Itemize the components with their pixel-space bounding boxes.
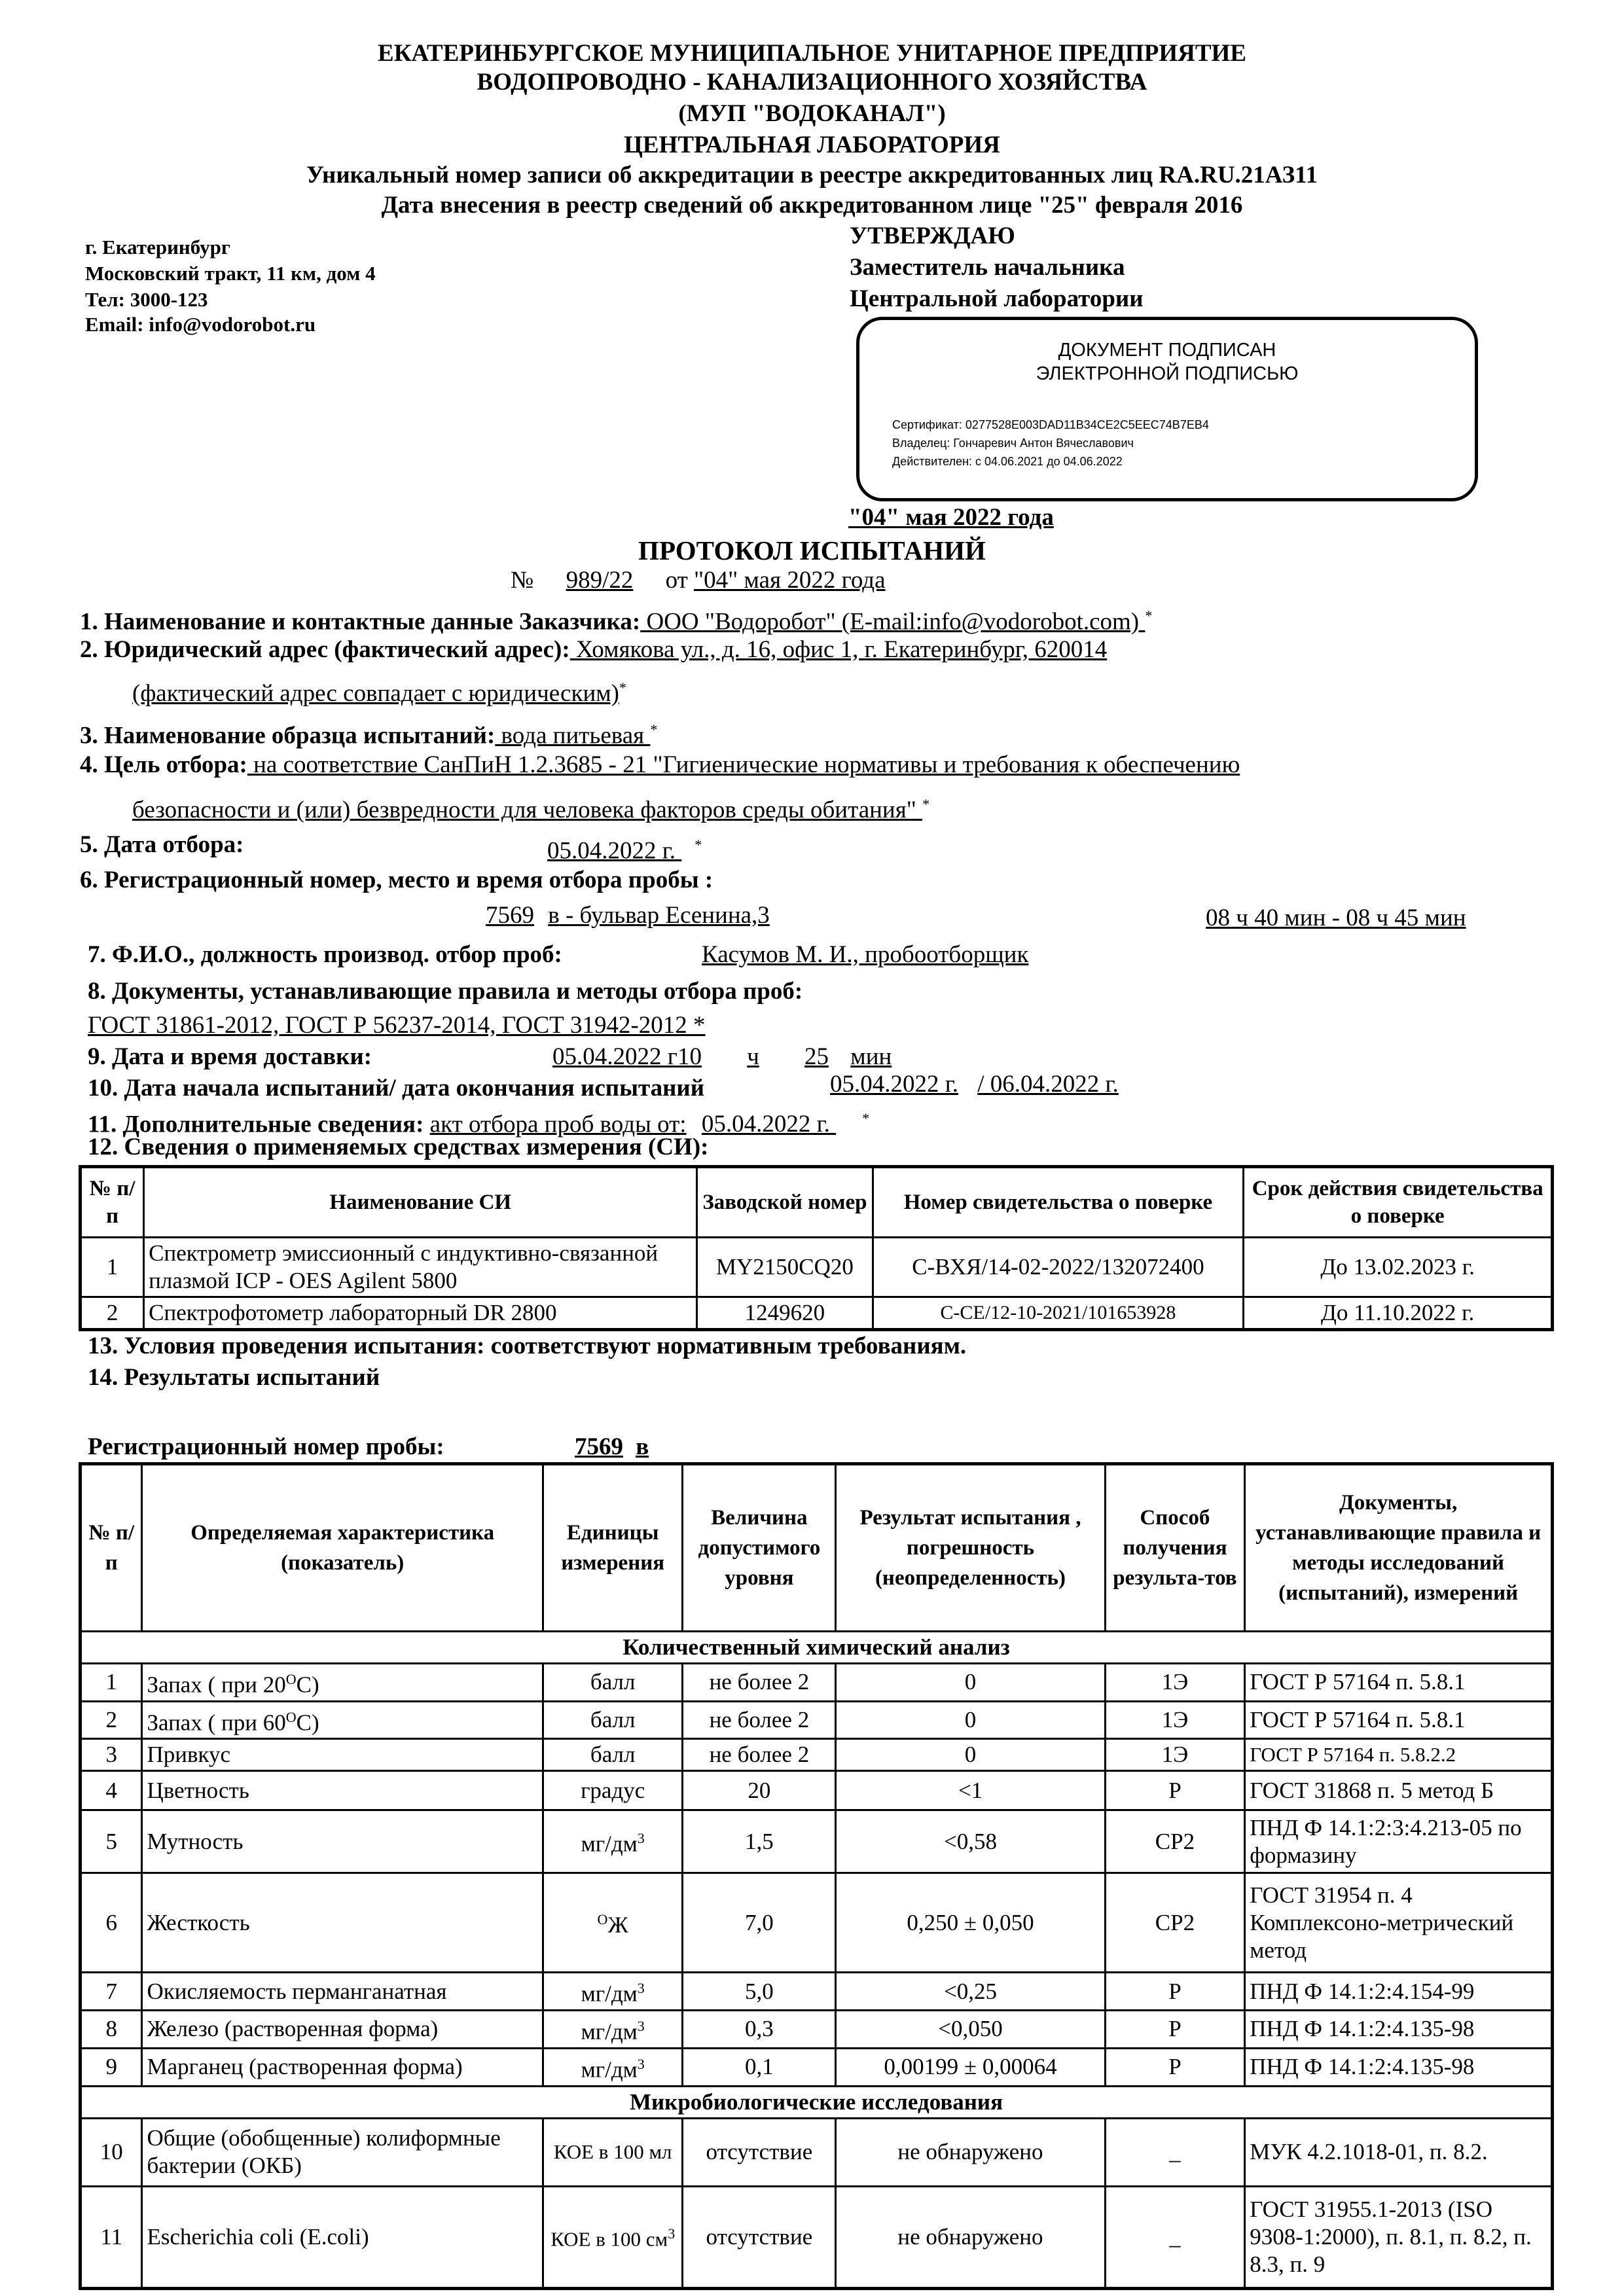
res-row-1-name-sup: О: [285, 1671, 297, 1687]
res-row-8-unit-sup: 3: [637, 2017, 645, 2034]
field-9-min: 25: [804, 1043, 829, 1070]
field-9-value: [552, 1042, 892, 1072]
field-9-h: ч: [747, 1043, 759, 1070]
res-header-n: № п/п: [81, 1464, 142, 1632]
res-row-6-n: 6: [81, 1873, 142, 1973]
field-10: [88, 1073, 704, 1103]
table-row: [81, 2010, 1553, 2048]
field-8-value-text: ГОСТ 31861-2012, ГОСТ Р 56237-2014, ГОСТ 31942-2012 *: [88, 1012, 706, 1039]
res-row-9-name: Марганец (растворенная форма): [142, 2048, 543, 2086]
res-row-6-limit: 7,0: [683, 1873, 836, 1973]
res-row-11-limit: отсутствие: [683, 2186, 836, 2288]
sample-number-line: [88, 1432, 649, 1462]
si-row-2-name: Спектрофотометр лабораторный DR 2800: [144, 1297, 697, 1330]
protocol-from-label: от: [665, 567, 688, 594]
res-row-7-n: 7: [81, 1973, 142, 2011]
field-6: [80, 865, 713, 895]
section-row: [81, 1632, 1553, 1664]
sample-label: Регистрационный номер пробы:: [88, 1433, 444, 1460]
si-row-2-serial: 1249620: [697, 1297, 873, 1330]
res-row-4-limit: 20: [683, 1771, 836, 1810]
field-11-date: 05.04.2022 г.: [701, 1111, 837, 1138]
protocol-no-label: №: [511, 567, 534, 594]
table-row: [81, 1739, 1553, 1771]
stamp-owner: Владелец: Гончаревич Антон Вячеславович: [892, 437, 1134, 450]
res-row-2-n: 2: [81, 1701, 142, 1739]
section-row: [81, 2086, 1553, 2118]
res-row-4-doc: ГОСТ 31868 п. 5 метод Б: [1245, 1771, 1553, 1810]
res-row-11-unit: [543, 2186, 683, 2288]
field-13: 13. Условия проведения испытания: соответствуют нормативным требованиям.: [88, 1333, 967, 1359]
res-row-8-unit-text: мг/дм: [581, 2018, 638, 2045]
field-2-asterisk: *: [619, 679, 626, 696]
res-row-4-result: <1: [836, 1771, 1105, 1810]
res-row-8-result: <0,050: [836, 2010, 1105, 2048]
res-row-7-limit: 5,0: [683, 1973, 836, 2011]
field-6-place: - бульвар Есенина,3: [559, 902, 770, 929]
field-1-value: ООО "Водоробот" (E-mail:info@vodorobot.com): [640, 608, 1146, 636]
field-1-asterisk: *: [1145, 607, 1153, 624]
res-row-7-name: Окисляемость перманганатная: [142, 1973, 543, 2011]
res-row-1-limit: не более 2: [683, 1664, 836, 1702]
table-row: [81, 1297, 1553, 1330]
res-row-3-limit: не более 2: [683, 1739, 836, 1771]
res-row-10-doc: МУК 4.2.1018-01, п. 8.2.: [1245, 2118, 1553, 2186]
res-row-2-unit: балл: [543, 1701, 683, 1739]
res-row-4-name: Цветность: [142, 1771, 543, 1810]
res-row-8-name: Железо (растворенная форма): [142, 2010, 543, 2048]
res-row-9-n: 9: [81, 2048, 142, 2086]
res-row-10-limit: отсутствие: [683, 2118, 836, 2186]
si-row-2-n: 2: [81, 1297, 144, 1330]
res-row-2-result: 0: [836, 1701, 1105, 1739]
field-10-value: [830, 1069, 1119, 1100]
address-phone: Тел: 3000-123: [85, 288, 208, 311]
field-4-value: на соответствие СанПиН 1.2.3685 - 21 "Гигиенические нормативы и требования к обеспечению: [247, 751, 1240, 778]
field-9-hour: 10: [677, 1043, 702, 1070]
res-row-2-name: [142, 1701, 543, 1739]
res-row-3-n: 3: [81, 1739, 142, 1771]
res-row-4-unit: градус: [543, 1771, 683, 1810]
res-header-result: Результат испытания , погрешность (неопределенность): [836, 1464, 1105, 1632]
field-2-note-text: (фактический адрес совпадает с юридическим): [132, 680, 619, 708]
res-row-10-result: не обнаружено: [836, 2118, 1105, 2186]
field-8-label: 8. Документы, устанавливающие правила и методы отбора проб:: [88, 978, 803, 1005]
field-8-value: [88, 1011, 706, 1041]
res-row-6-name: Жесткость: [142, 1873, 543, 1973]
table-row: [81, 1701, 1553, 1739]
res-row-5-unit-text: мг/дм: [581, 1831, 638, 1857]
res-row-11-n: 11: [81, 2186, 142, 2288]
res-row-11-unit-text: КОЕ в 100 см: [550, 2227, 668, 2251]
field-10-label: 10. Дата начала испытаний/ дата окончания испытаний: [88, 1075, 705, 1102]
res-row-5-doc: ПНД Ф 14.1:2:3:4.213-05 по формазину: [1245, 1810, 1553, 1873]
field-4-label: 4. Цель отбора:: [80, 751, 247, 778]
res-row-1-result: 0: [836, 1664, 1105, 1702]
si-table: [79, 1165, 1554, 1331]
field-3-asterisk: *: [650, 721, 658, 738]
section-micro: Микробиологические исследования: [81, 2086, 1553, 2118]
res-row-2-limit: не более 2: [683, 1701, 836, 1739]
res-row-5-limit: 1,5: [683, 1810, 836, 1873]
res-header-unit: Единицы измерения: [543, 1464, 683, 1632]
e-signature-stamp: [856, 317, 1478, 501]
table-row: [81, 1238, 1553, 1297]
res-row-1-unit: балл: [543, 1664, 683, 1702]
si-table-header: [81, 1167, 1553, 1238]
field-11-label: 11. Дополнительные сведения:: [88, 1111, 424, 1138]
field-5-label: 5. Дата отбора:: [80, 831, 244, 858]
protocol-date: "04" мая 2022 года: [694, 567, 886, 594]
results-table-header: [81, 1464, 1553, 1632]
table-row: [81, 1664, 1553, 1702]
si-header-name: Наименование СИ: [144, 1167, 697, 1238]
res-row-7-result: <0,25: [836, 1973, 1105, 2011]
res-row-1-doc: ГОСТ Р 57164 п. 5.8.1: [1245, 1664, 1553, 1702]
address-city: г. Екатеринбург: [85, 236, 230, 259]
si-row-1-cert: С-ВХЯ/14-02-2022/132072400: [873, 1238, 1244, 1297]
res-row-2-method: 1Э: [1105, 1701, 1245, 1739]
si-header-n: № п/п: [81, 1167, 144, 1238]
res-row-8-unit: [543, 2010, 683, 2048]
protocol-number: 989/22: [566, 567, 634, 594]
res-row-5-unit-sup: 3: [637, 1830, 645, 1847]
res-row-8-limit: 0,3: [683, 2010, 836, 2048]
res-row-5-unit: [543, 1810, 683, 1873]
si-row-1-n: 1: [81, 1238, 144, 1297]
field-9-m: мин: [850, 1043, 892, 1070]
res-row-9-unit: [543, 2048, 683, 2086]
res-row-3-doc: ГОСТ Р 57164 п. 5.8.2.2: [1245, 1739, 1553, 1771]
stamp-line-1: ДОКУМЕНТ ПОДПИСАН: [1058, 340, 1276, 361]
field-4: [80, 750, 1240, 780]
field-3: [80, 715, 657, 751]
table-row: [81, 2118, 1553, 2186]
res-row-6-unit-text: Ж: [607, 1912, 628, 1939]
res-row-8-doc: ПНД Ф 14.1:2:4.135-98: [1245, 2010, 1553, 2048]
res-row-4-n: 4: [81, 1771, 142, 1810]
protocol-number-line: [511, 565, 886, 596]
org-line-2: ВОДОПРОВОДНО - КАНАЛИЗАЦИОННОГО ХОЗЯЙСТВА: [477, 69, 1147, 96]
si-header-cert: Номер свидетельства о поверке: [873, 1167, 1244, 1238]
field-12-label: 12. Сведения о применяемых средствах измерения (СИ):: [88, 1134, 709, 1160]
res-row-1-name-end: С): [296, 1672, 319, 1698]
table-row: [81, 1771, 1553, 1810]
res-row-3-name: Привкус: [142, 1739, 543, 1771]
field-9-date: 05.04.2022 г: [552, 1043, 677, 1070]
field-6-letter: в: [548, 902, 560, 929]
table-row: [81, 2048, 1553, 2086]
res-row-11-result: не обнаружено: [836, 2186, 1105, 2288]
res-row-9-method: Р: [1105, 2048, 1245, 2086]
field-2-value: Хомякова ул., д. 16, офис 1, г. Екатеринбург, 620014: [569, 636, 1108, 663]
table-row: [81, 1973, 1553, 2011]
sample-number: 7569: [574, 1433, 623, 1460]
field-2: [80, 635, 1107, 665]
table-row: [81, 1810, 1553, 1873]
accreditation-number: Уникальный номер записи об аккредитации в реестре аккредитованных лиц RA.RU.21АЗ11: [306, 162, 1318, 188]
res-row-1-method: 1Э: [1105, 1664, 1245, 1702]
field-10-start: 05.04.2022 г.: [830, 1071, 959, 1098]
field-12: [88, 1132, 709, 1162]
si-row-2-valid: До 11.10.2022 г.: [1244, 1297, 1553, 1330]
table-row: [81, 1873, 1553, 1973]
org-line-3: (МУП "ВОДОКАНАЛ"): [678, 100, 946, 127]
res-row-5-method: СР2: [1105, 1810, 1245, 1873]
field-14: 14. Результаты испытаний: [88, 1364, 380, 1391]
res-row-9-unit-sup: 3: [637, 2055, 645, 2072]
res-row-3-method: 1Э: [1105, 1739, 1245, 1771]
res-row-6-unit-pre: О: [597, 1911, 608, 1928]
res-row-10-unit: КОЕ в 100 мл: [543, 2118, 683, 2186]
registry-date: Дата внесения в реестр сведений об аккредитованном лице "25" февраля 2016: [381, 192, 1243, 219]
res-row-6-method: СР2: [1105, 1873, 1245, 1973]
res-row-3-result: 0: [836, 1739, 1105, 1771]
field-4-asterisk: *: [922, 796, 930, 812]
field-10-end: / 06.04.2022 г.: [977, 1071, 1119, 1098]
section-chemical: Количественный химический анализ: [81, 1632, 1553, 1664]
field-1-label: 1. Наименование и контактные данные Заказчика:: [80, 608, 641, 636]
res-header-doc: Документы, устанавливающие правила и методы исследований (испытаний), измерений: [1245, 1464, 1553, 1632]
res-row-7-unit-text: мг/дм: [581, 1981, 638, 2007]
res-row-9-unit-text: мг/дм: [581, 2056, 638, 2083]
res-row-9-doc: ПНД Ф 14.1:2:4.135-98: [1245, 2048, 1553, 2086]
field-7-label: 7. Ф.И.О., должность производ. отбор проб:: [88, 941, 562, 968]
field-5-value-wrap: [547, 830, 702, 866]
field-7: [88, 940, 562, 970]
res-row-1-name: [142, 1664, 543, 1702]
org-line-1: ЕКАТЕРИНБУРГСКОЕ МУНИЦИПАЛЬНОЕ УНИТАРНОЕ ПРЕДПРИЯТИЕ: [378, 40, 1246, 67]
field-5-asterisk: *: [695, 836, 702, 853]
res-header-limit: Величина допустимого уровня: [683, 1464, 836, 1632]
field-2-note: [80, 673, 626, 709]
address-email: Email: info@vodorobot.ru: [85, 313, 316, 336]
si-row-1-name: Спектрометр эмиссионный с индуктивно-связанной плазмой ICP - OES Agilent 5800: [144, 1238, 697, 1297]
res-row-7-unit-sup: 3: [637, 1980, 645, 1997]
field-5-value: 05.04.2022 г.: [547, 837, 682, 865]
res-row-10-name: Общие (обобщенные) колиформные бактерии (ОКБ): [142, 2118, 543, 2186]
res-row-2-name-end: С): [296, 1710, 319, 1736]
stamp-valid: Действителен: с 04.06.2021 до 04.06.2022: [892, 455, 1123, 468]
field-7-value: Касумов М. И., пробоотборщик: [702, 941, 1029, 968]
si-row-2-cert: С-СЕ/12-10-2021/101653928: [873, 1297, 1244, 1330]
field-4-cont: [80, 789, 929, 825]
field-1: [80, 601, 1152, 637]
address-street: Московский тракт, 11 км, дом 4: [85, 262, 376, 285]
org-line-4: ЦЕНТРАЛЬНАЯ ЛАБОРАТОРИЯ: [624, 132, 1000, 158]
field-2-label: 2. Юридический адрес (фактический адрес):: [80, 636, 570, 663]
protocol-title: ПРОТОКОЛ ИСПЫТАНИЙ: [638, 535, 986, 565]
res-header-method: Способ получения результа-тов: [1105, 1464, 1245, 1632]
res-row-4-method: Р: [1105, 1771, 1245, 1810]
field-11-asterisk: *: [862, 1110, 870, 1126]
res-row-5-result: <0,58: [836, 1810, 1105, 1873]
si-row-1-valid: До 13.02.2023 г.: [1244, 1238, 1553, 1297]
field-5: [80, 830, 244, 860]
res-row-11-unit-sup: 3: [668, 2225, 676, 2242]
field-6-time: 08 ч 40 мин - 08 ч 45 мин: [1206, 905, 1466, 931]
field-9: [88, 1042, 372, 1072]
res-row-11-method: _: [1105, 2186, 1245, 2288]
res-row-1-n: 1: [81, 1664, 142, 1702]
res-row-7-unit: [543, 1973, 683, 2011]
stamp-cert: Сертификат: 0277528E003DAD11B34CE2C5EEC74B7EB4: [892, 418, 1209, 431]
si-header-valid: Срок действия свидетельства о поверке: [1244, 1167, 1553, 1238]
field-9-label: 9. Дата и время доставки:: [88, 1043, 372, 1070]
res-row-6-doc: ГОСТ 31954 п. 4 Комплексоно-метрический метод: [1245, 1873, 1553, 1973]
res-row-11-doc: ГОСТ 31955.1-2013 (ISO 9308-1:2000), п. 8.1, п. 8.2, п. 8.3, п. 9: [1245, 2186, 1553, 2288]
field-3-label: 3. Наименование образца испытаний:: [80, 722, 496, 749]
res-row-11-name: Escherichia coli (E.coli): [142, 2186, 543, 2288]
field-3-value: вода питьевая: [495, 722, 651, 749]
field-4-value-2: безопасности и (или) безвредности для человека факторов среды обитания": [132, 797, 923, 824]
res-row-1-name-text: Запах ( при 20: [147, 1672, 286, 1698]
res-row-6-result: 0,250 ± 0,050: [836, 1873, 1105, 1973]
res-row-9-result: 0,00199 ± 0,00064: [836, 2048, 1105, 2086]
res-row-10-method: _: [1105, 2118, 1245, 2186]
res-row-3-unit: балл: [543, 1739, 683, 1771]
field-11-value: акт отбора проб воды от:: [429, 1111, 687, 1138]
field-6-label: 6. Регистрационный номер, место и время отбора пробы :: [80, 867, 713, 893]
res-row-8-method: Р: [1105, 2010, 1245, 2048]
res-row-7-method: Р: [1105, 1973, 1245, 2011]
field-6-value: [486, 901, 770, 931]
res-row-8-n: 8: [81, 2010, 142, 2048]
res-row-5-name: Мутность: [142, 1810, 543, 1873]
stamp-line-2: ЭЛЕКТРОННОЙ ПОДПИСЬЮ: [1036, 363, 1299, 384]
si-row-1-serial: MY2150CQ20: [697, 1238, 873, 1297]
field-6-reg: 7569: [486, 902, 534, 929]
approve-position-1: Заместитель начальника: [850, 254, 1125, 281]
field-8: [88, 977, 803, 1007]
sample-letter: в: [636, 1433, 649, 1460]
results-table: [79, 1462, 1554, 2290]
res-row-9-limit: 0,1: [683, 2048, 836, 2086]
res-row-2-name-text: Запах ( при 60: [147, 1710, 286, 1736]
approve-position-2: Центральной лаборатории: [850, 285, 1144, 312]
res-row-5-n: 5: [81, 1810, 142, 1873]
res-row-10-n: 10: [81, 2118, 142, 2186]
approval-date: "04" мая 2022 года: [848, 504, 1054, 531]
res-header-name: Определяемая характеристика (показатель): [142, 1464, 543, 1632]
res-row-2-name-sup: О: [285, 1708, 297, 1725]
res-row-7-doc: ПНД Ф 14.1:2:4.154-99: [1245, 1973, 1553, 2011]
table-row: [81, 2186, 1553, 2288]
si-header-serial: Заводской номер: [697, 1167, 873, 1238]
res-row-2-doc: ГОСТ Р 57164 п. 5.8.1: [1245, 1701, 1553, 1739]
res-row-6-unit: [543, 1873, 683, 1973]
approve-label: УТВЕРЖДАЮ: [850, 223, 1015, 249]
